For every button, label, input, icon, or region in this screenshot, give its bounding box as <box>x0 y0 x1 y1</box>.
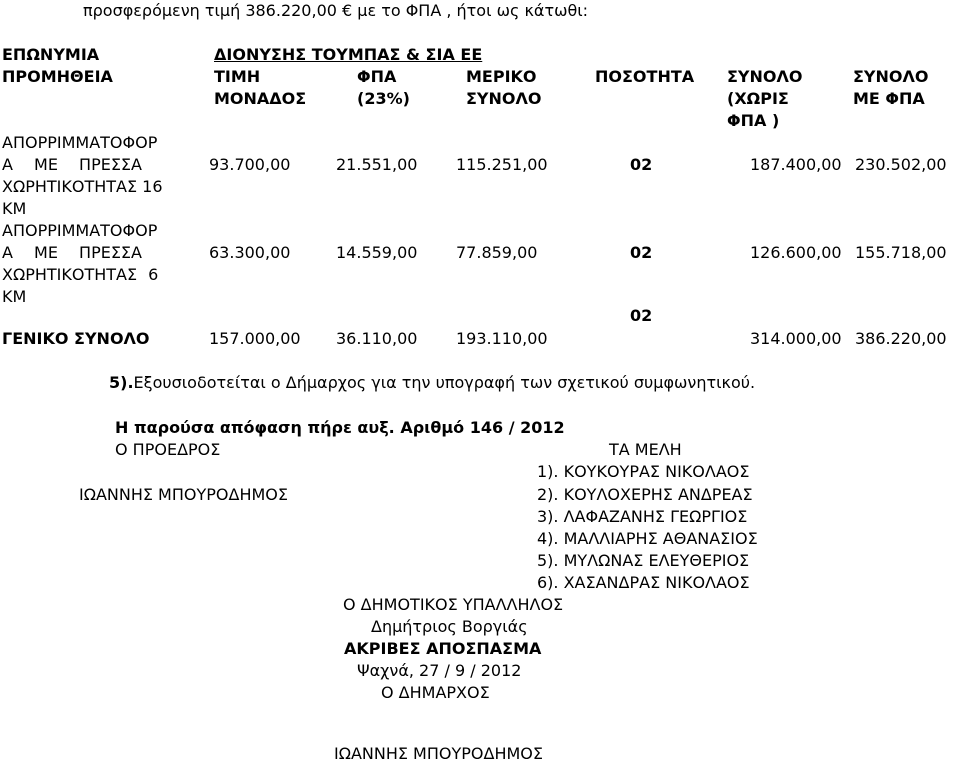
header-total-with-vat-2: ΜΕ ΦΠΑ <box>853 89 925 108</box>
grand-total-unit-price: 157.000,00 <box>209 329 301 348</box>
header-partial-total-2: ΣΥΝΟΛΟ <box>466 89 542 108</box>
price-sentence: προσφερόμενη τιμή 386.220,00 € με το ΦΠΑ , ήτοι ως κάτωθι: <box>83 1 589 20</box>
row1-item-line1: ΑΠΟΡΡΙΜΜΑΤΟΦΟΡ <box>2 133 158 152</box>
row1-unit-price: 93.700,00 <box>209 155 291 174</box>
supplier-label-line2: ΠΡΟΜΗΘΕΙΑ <box>2 67 113 86</box>
member-5: 5). ΜΥΛΩΝΑΣ ΕΛΕΥΘΕΡΙΟΣ <box>537 551 750 570</box>
clause-5 <box>109 372 755 394</box>
grand-total-quantity: 02 <box>630 306 653 325</box>
row1-total-with-vat: 230.502,00 <box>855 155 947 174</box>
employee-name: Δημήτριος Βοργιάς <box>371 617 528 636</box>
row2-item-line3: ΧΩΡΗΤΙΚΟΤΗΤΑΣ 6 <box>2 265 159 284</box>
header-unit-price-1: ΤΙΜΗ <box>214 67 261 86</box>
row1-quantity: 02 <box>630 155 653 174</box>
row2-partial-total: 77.859,00 <box>456 243 538 262</box>
row2-vat: 14.559,00 <box>336 243 418 262</box>
header-total-without-vat-1: ΣΥΝΟΛΟ <box>727 67 803 86</box>
row1-partial-total: 115.251,00 <box>456 155 548 174</box>
supplier-name: ΔΙΟΝΥΣΗΣ ΤΟΥΜΠΑΣ & ΣΙΑ ΕΕ <box>214 45 483 64</box>
header-vat-2: (23%) <box>357 89 410 108</box>
row1-total-without-vat: 187.400,00 <box>750 155 842 174</box>
header-total-with-vat-1: ΣΥΝΟΛΟ <box>853 67 929 86</box>
place-date: Ψαχνά, 27 / 9 / 2012 <box>357 661 522 680</box>
row1-vat: 21.551,00 <box>336 155 418 174</box>
clause-5-number: 5). <box>109 373 134 392</box>
grand-total-vat: 36.110,00 <box>336 329 418 348</box>
member-1: 1). ΚΟΥΚΟΥΡΑΣ ΝΙΚΟΛΑΟΣ <box>537 462 750 481</box>
row2-quantity: 02 <box>630 243 653 262</box>
row1-item-line3: ΧΩΡΗΤΙΚΟΤΗΤΑΣ 16 <box>2 177 163 196</box>
grand-total-without-vat: 314.000,00 <box>750 329 842 348</box>
row2-unit-price: 63.300,00 <box>209 243 291 262</box>
row2-item-line4: ΚΜ <box>2 287 27 306</box>
header-total-without-vat-3: ΦΠΑ ) <box>727 111 780 130</box>
row1-item-line4: ΚΜ <box>2 199 27 218</box>
row1-item-line2: Α ΜΕ ΠΡΕΣΣΑ <box>2 155 142 174</box>
grand-total-with-vat: 386.220,00 <box>855 329 947 348</box>
president-title: Ο ΠΡΟΕΔΡΟΣ <box>115 440 221 459</box>
member-4: 4). ΜΑΛΛΙΑΡΗΣ ΑΘΑΝΑΣΙΟΣ <box>537 529 758 548</box>
member-3: 3). ΛΑΦΑΖΑΝΗΣ ΓΕΩΡΓΙΟΣ <box>537 507 748 526</box>
member-2: 2). ΚΟΥΛΟΧΕΡΗΣ ΑΝΔΡΕΑΣ <box>537 485 753 504</box>
exact-copy-heading: ΑΚΡΙΒΕΣ ΑΠΟΣΠΑΣΜΑ <box>344 639 542 658</box>
clause-5-text: Εξουσιοδοτείται ο Δήμαρχος για την υπογραφή των σχετικού συμφωνητικού. <box>133 373 756 392</box>
row2-total-without-vat: 126.600,00 <box>750 243 842 262</box>
decision-number: Η παρούσα απόφαση πήρε αυξ. Αριθμό 146 / 2012 <box>115 418 565 437</box>
row2-item-line1: ΑΠΟΡΡΙΜΜΑΤΟΦΟΡ <box>2 221 158 240</box>
employee-title: Ο ΔΗΜΟΤΙΚΟΣ ΥΠΑΛΛΗΛΟΣ <box>343 595 564 614</box>
row2-total-with-vat: 155.718,00 <box>855 243 947 262</box>
member-6: 6). ΧΑΣΑΝΔΡΑΣ ΝΙΚΟΛΑΟΣ <box>537 573 750 592</box>
members-title: ΤΑ ΜΕΛΗ <box>609 440 682 459</box>
header-unit-price-2: ΜΟΝΑΔΟΣ <box>214 89 307 108</box>
header-vat-1: ΦΠΑ <box>357 67 397 86</box>
row2-item-line2: Α ΜΕ ΠΡΕΣΣΑ <box>2 243 142 262</box>
mayor-title: Ο ΔΗΜΑΡΧΟΣ <box>381 683 490 702</box>
president-name: ΙΩΑΝΝΗΣ ΜΠΟΥΡΟΔΗΜΟΣ <box>79 485 288 504</box>
header-partial-total-1: ΜΕΡΙΚΟ <box>466 67 537 86</box>
grand-total-partial-total: 193.110,00 <box>456 329 548 348</box>
header-quantity: ΠΟΣΟΤΗΤΑ <box>595 67 695 86</box>
header-total-without-vat-2: (ΧΩΡΙΣ <box>727 89 789 108</box>
mayor-name: ΙΩΑΝΝΗΣ ΜΠΟΥΡΟΔΗΜΟΣ <box>334 744 543 763</box>
grand-total-label: ΓΕΝΙΚΟ ΣΥΝΟΛΟ <box>2 329 150 348</box>
supplier-label-line1: ΕΠΩΝΥΜΙΑ <box>2 45 100 64</box>
